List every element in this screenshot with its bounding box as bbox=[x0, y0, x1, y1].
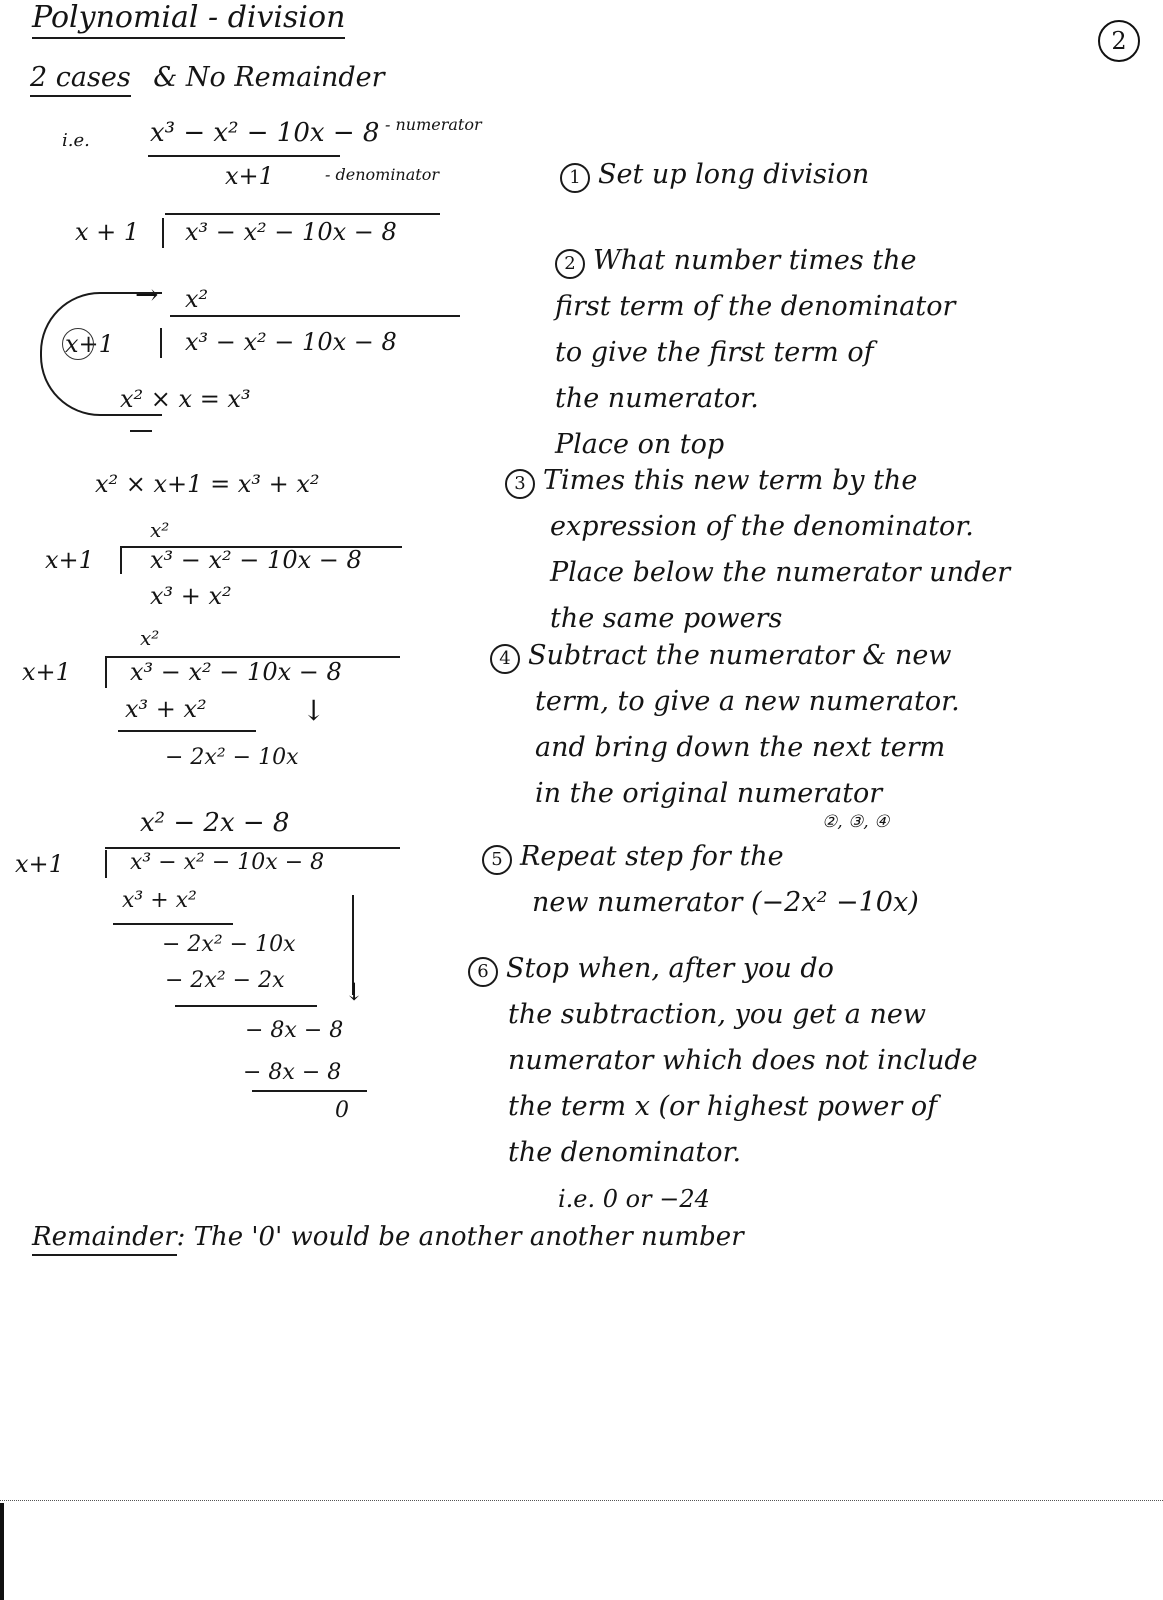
step3-quotient: x² bbox=[150, 518, 170, 542]
division-bar bbox=[170, 315, 460, 317]
step-line: Place below the numerator under bbox=[550, 557, 1011, 588]
step-line: Place on top bbox=[555, 429, 725, 460]
subtitle-rest: & No Remainder bbox=[153, 62, 385, 93]
division-bracket bbox=[105, 850, 107, 878]
step-line: the numerator. bbox=[555, 383, 759, 414]
step3-divisor: x+1 bbox=[45, 546, 94, 574]
step-line: Repeat step for the bbox=[520, 841, 784, 872]
step4-quotient: x² bbox=[140, 626, 160, 650]
step2-dividend: x³ − x² − 10x − 8 bbox=[185, 328, 397, 356]
step-3 bbox=[505, 458, 1010, 642]
step3-dividend: x³ − x² − 10x − 8 bbox=[150, 546, 362, 574]
division-bracket bbox=[105, 658, 107, 688]
step-line: Stop when, after you do bbox=[506, 953, 834, 984]
step-line: new numerator (−2x² −10x) bbox=[532, 887, 919, 918]
remainder-note bbox=[32, 1222, 744, 1252]
step1-divisor: x + 1 bbox=[75, 218, 140, 246]
step-line: expression of the denominator. bbox=[550, 511, 974, 542]
step-line: the subtraction, you get a new bbox=[508, 999, 926, 1030]
step-line: Set up long division bbox=[598, 159, 870, 190]
final-row-2: − 2x² − 10x bbox=[162, 932, 296, 957]
denominator-label: - denominator bbox=[325, 165, 439, 184]
step-line: numerator which does not include bbox=[508, 1045, 978, 1076]
down-arrow-icon: ↓ bbox=[302, 694, 326, 727]
step-line: the same powers bbox=[550, 603, 783, 634]
subtraction-line bbox=[175, 1005, 317, 1007]
example-numerator: x³ − x² − 10x − 8 bbox=[150, 118, 380, 148]
step3-product: x³ + x² bbox=[150, 582, 232, 610]
step-line: in the original numerator bbox=[535, 778, 883, 809]
step-number: 2 bbox=[555, 249, 585, 279]
scan-edge-line bbox=[0, 1500, 1163, 1501]
step-line: to give the first term of bbox=[555, 337, 874, 368]
fraction-bar bbox=[148, 155, 340, 157]
step4-product: x³ + x² bbox=[125, 695, 207, 723]
arrowhead-icon: ↓ bbox=[344, 978, 365, 1006]
subtraction-line bbox=[252, 1090, 367, 1092]
division-bracket bbox=[120, 546, 122, 574]
arrow-icon: → bbox=[135, 278, 159, 311]
scan-edge-shadow bbox=[0, 1503, 4, 1600]
final-row-5: − 8x − 8 bbox=[243, 1060, 342, 1085]
final-dividend: x³ − x² − 10x − 8 bbox=[130, 850, 325, 875]
example-denominator: x+1 bbox=[225, 162, 274, 190]
remainder-text: : The '0' would be another another number bbox=[176, 1222, 744, 1252]
step3-equation: x² × x+1 = x³ + x² bbox=[95, 470, 320, 498]
step2-divisor: x+1 bbox=[65, 330, 114, 358]
step4-divisor: x+1 bbox=[22, 658, 71, 686]
step-line: term, to give a new numerator. bbox=[535, 686, 960, 717]
page-number: 2 bbox=[1098, 20, 1140, 62]
step-line: Subtract the numerator & new bbox=[528, 640, 952, 671]
page-title: Polynomial - division bbox=[32, 0, 345, 39]
division-bar bbox=[105, 847, 400, 849]
step-line: and bring down the next term bbox=[535, 732, 946, 763]
step-4 bbox=[490, 633, 960, 817]
step-line: Times this new term by the bbox=[543, 465, 918, 496]
step-number: 3 bbox=[505, 469, 535, 499]
step-line: the term x (or highest power of bbox=[508, 1091, 938, 1122]
circle-mark-icon bbox=[62, 328, 94, 360]
numerator-label: - numerator bbox=[385, 115, 482, 134]
division-bar bbox=[165, 213, 440, 215]
step-line: i.e. 0 or −24 bbox=[558, 1185, 710, 1213]
step-line: first term of the denominator bbox=[555, 291, 956, 322]
final-row-4: − 8x − 8 bbox=[245, 1018, 344, 1043]
step-line: the denominator. bbox=[508, 1137, 742, 1168]
step-6 bbox=[468, 946, 978, 1222]
final-row-3: − 2x² − 2x bbox=[165, 968, 285, 993]
final-row-6: 0 bbox=[335, 1098, 349, 1123]
final-divisor: x+1 bbox=[15, 850, 64, 878]
division-bracket bbox=[160, 328, 162, 358]
step-5-annotation: ②, ③, ④ bbox=[822, 812, 890, 832]
step-5 bbox=[482, 834, 919, 926]
subtraction-line bbox=[113, 923, 233, 925]
step-number: 5 bbox=[482, 845, 512, 875]
subtitle bbox=[30, 62, 385, 93]
step4-remainder: − 2x² − 10x bbox=[165, 745, 299, 770]
step-number: 4 bbox=[490, 644, 520, 674]
step-1 bbox=[560, 152, 869, 198]
step-number: 6 bbox=[468, 957, 498, 987]
step2-quotient: x² bbox=[185, 285, 209, 313]
subtraction-line bbox=[118, 730, 256, 732]
step2-note: x² × x = x³ bbox=[120, 385, 251, 413]
final-row-1: x³ + x² bbox=[122, 888, 197, 913]
remainder-label: Remainder bbox=[32, 1222, 177, 1256]
step-number: 1 bbox=[560, 163, 590, 193]
step1-dividend: x³ − x² − 10x − 8 bbox=[185, 218, 397, 246]
step4-dividend: x³ − x² − 10x − 8 bbox=[130, 658, 342, 686]
division-bracket bbox=[162, 218, 164, 248]
step-2 bbox=[555, 238, 955, 468]
final-quotient: x² − 2x − 8 bbox=[140, 808, 290, 838]
step-line: What number times the bbox=[593, 245, 917, 276]
underline bbox=[130, 430, 152, 432]
subtitle-cases: 2 cases bbox=[30, 62, 131, 97]
example-prefix: i.e. bbox=[62, 130, 90, 151]
